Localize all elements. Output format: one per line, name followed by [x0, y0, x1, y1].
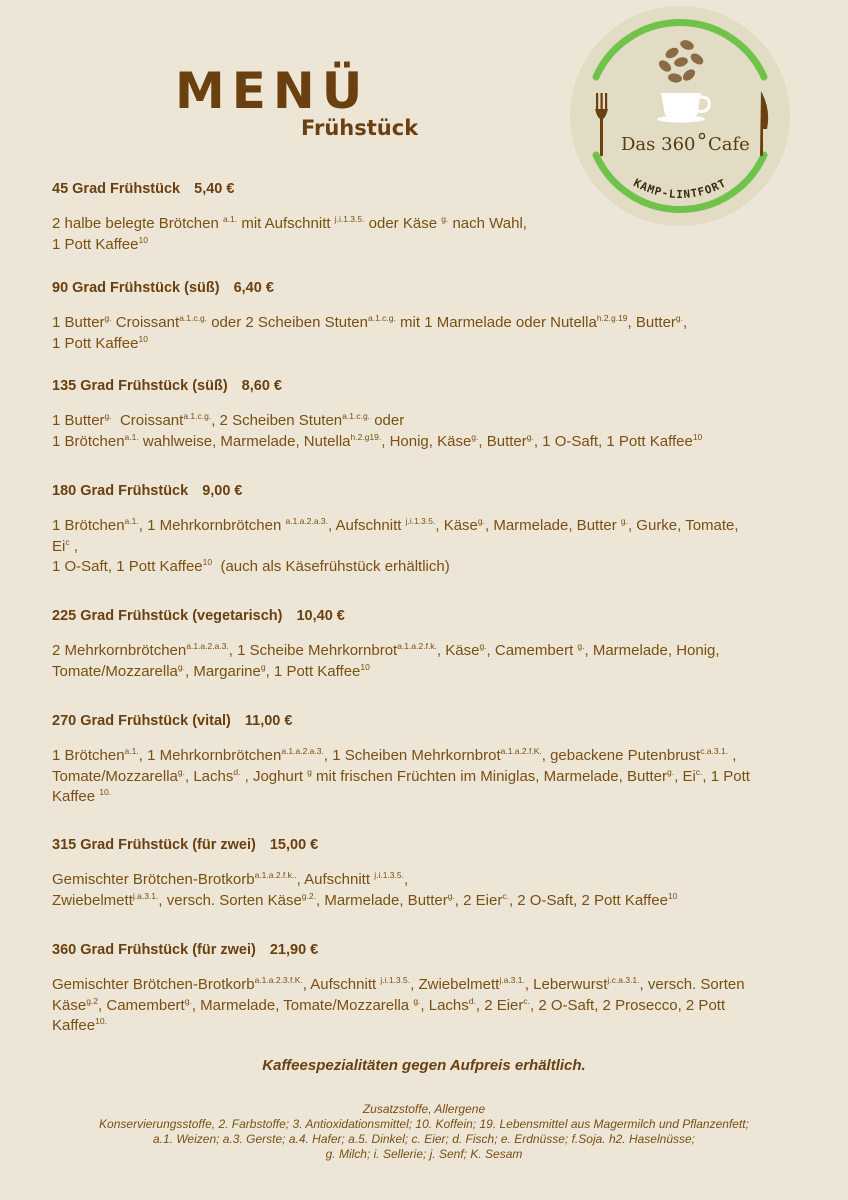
allergen-code: 10 — [360, 661, 370, 672]
item-description — [52, 411, 812, 452]
item-name: 90 Grad Frühstück (süß) — [52, 280, 220, 296]
allergen-code: g. — [667, 766, 675, 777]
menu-item — [52, 482, 812, 578]
description-line — [52, 214, 812, 235]
allergen-code: a.1.a.2.f.k. — [397, 641, 437, 651]
allergen-code: a.1. — [124, 431, 139, 442]
item-price: 21,90 € — [269, 942, 319, 958]
item-heading — [52, 836, 812, 854]
description-line — [52, 235, 812, 256]
allergen-code: g — [307, 766, 312, 777]
item-name: 360 Grad Frühstück (für zwei) — [52, 942, 256, 958]
description-text: , — [69, 537, 78, 555]
menu-subtitle: Frühstück — [301, 116, 419, 140]
description-text: , Camembert — [486, 642, 578, 659]
allergen-code: d. — [233, 766, 241, 777]
allergen-code: g. — [526, 431, 534, 442]
description-text: , Camembert — [98, 996, 185, 1014]
item-description — [52, 214, 812, 255]
allergen-code: 10. — [99, 787, 112, 797]
menu-item — [52, 941, 812, 1037]
description-text: , Käse — [435, 517, 478, 534]
description-line — [52, 557, 812, 578]
allergen-code: g. — [104, 411, 112, 421]
description-line — [52, 313, 812, 334]
item-heading — [52, 712, 812, 730]
description-text: , 1 Scheibe Mehrkornbrot — [228, 642, 398, 659]
allergen-code: j.i.1.3.5. — [405, 516, 436, 526]
description-text: , Käse — [436, 642, 480, 659]
allergen-code: h.2.g19. — [350, 431, 382, 442]
allergen-code: g — [260, 661, 266, 672]
allergen-code: a.1.a.2.a.3. — [186, 641, 229, 651]
allergen-code: a.1.c.g. — [179, 313, 208, 323]
description-line — [52, 537, 812, 558]
menu-item — [52, 836, 812, 911]
allergen-code: j.i.1.3.5. — [374, 870, 404, 880]
item-heading — [52, 607, 812, 625]
description-text: 1 Pott Kaffee — [52, 334, 139, 352]
item-price: 8,60 € — [241, 378, 282, 394]
menu-item — [52, 180, 812, 255]
allergen-code: g. — [177, 766, 185, 777]
allergen-code: j.a.3.1. — [499, 975, 525, 985]
allergen-code: 10 — [138, 234, 148, 245]
description-text: 1 Brötchen — [52, 517, 125, 534]
description-line — [52, 746, 812, 767]
description-line — [52, 1016, 812, 1037]
description-text: , 2 Eier — [454, 891, 503, 909]
description-text: , Aufschnitt — [302, 976, 381, 993]
allergen-code: a.1.a.2.3.f.K. — [254, 975, 303, 985]
allergen-code: a.1.a.2.a.3. — [281, 746, 324, 756]
allergen-code: 10 — [667, 890, 678, 901]
allergen-code: 10 — [692, 431, 703, 442]
description-text: Gemischter Brötchen-Brotkorb — [52, 871, 255, 888]
description-text: mit Aufschnitt — [237, 215, 335, 232]
description-text: , — [683, 314, 688, 331]
item-heading — [52, 180, 812, 198]
description-text: 1 Pott Kaffee — [52, 235, 139, 253]
description-text: oder 2 Scheiben Stuten — [207, 314, 368, 331]
allergens-line: a.1. Weizen; a.3. Gerste; a.4. Hafer; a.5. Dinkel; c. Eier; d. Fisch; e. Erdnüsse; f.Soja. h2. Haselnüsse; — [152, 1132, 696, 1146]
description-text: , Marmelade, Butter — [315, 891, 448, 909]
description-text: nach Wahl, — [448, 215, 527, 232]
description-text: , 1 Pott Kaffee — [265, 662, 361, 680]
menu-title: MENÜ — [175, 62, 370, 120]
description-text: , — [403, 871, 409, 888]
description-text: , Butter — [627, 314, 676, 331]
description-text: 1 Brötchen — [52, 432, 125, 450]
allergen-code: a.1.c.g. — [342, 411, 371, 421]
allergen-code: c. — [523, 995, 531, 1006]
menu-item — [52, 607, 812, 682]
allergen-code: a.1.a.2.f.k.. — [254, 870, 297, 880]
allergen-code: a.1. — [124, 746, 139, 756]
description-text: , Marmelade, Honig, — [584, 642, 720, 659]
item-description — [52, 975, 812, 1037]
description-text: Croissant — [111, 412, 184, 429]
logo-suffix: Cafe — [708, 134, 750, 155]
description-text: , — [728, 747, 737, 764]
allergen-code: a.1. — [222, 214, 238, 224]
allergen-code: c. — [502, 890, 509, 901]
allergen-code: c — [65, 536, 70, 547]
allergen-code: a.1.a.2.f.K. — [500, 746, 542, 756]
description-text: , Leberwurst — [524, 976, 608, 993]
description-text: mit 1 Marmelade oder Nutella — [395, 314, 597, 331]
description-text: , Lachs — [184, 767, 234, 785]
allergen-code: c.a.3.1. — [700, 746, 729, 756]
item-description — [52, 313, 812, 354]
allergen-code: a.1.c.g. — [368, 313, 396, 323]
description-text: , 2 O-Saft, 2 Pott Kaffee — [508, 891, 668, 909]
item-price: 5,40 € — [194, 181, 235, 197]
description-text: Käse — [52, 996, 87, 1014]
description-line — [52, 641, 812, 662]
description-text: 1 Butter — [52, 412, 105, 429]
description-text: , 1 Mehrkornbrötchen — [138, 747, 282, 764]
item-name: 45 Grad Frühstück — [52, 181, 181, 197]
item-name: 225 Grad Frühstück (vegetarisch) — [52, 608, 283, 624]
description-text: , Gurke, Tomate, — [627, 517, 739, 534]
footer-note: Kaffeespezialitäten gegen Aufpreis erhältlich. — [262, 1057, 586, 1074]
item-description — [52, 641, 812, 682]
description-text: Ei — [52, 537, 66, 555]
logo-name: Das 360 — [621, 134, 696, 155]
description-text: , 2 Scheiben Stuten — [211, 412, 343, 429]
allergen-code: g. — [104, 313, 112, 323]
allergen-code: d. — [468, 995, 476, 1006]
description-text: Kaffee — [52, 788, 100, 805]
description-text: 2 Mehrkornbrötchen — [52, 642, 187, 659]
description-text: , Joghurt — [240, 767, 308, 785]
description-text: , Butter — [478, 432, 527, 450]
description-line — [52, 334, 812, 355]
description-text: (auch als Käsefrühstück erhältlich) — [212, 558, 450, 575]
item-description — [52, 870, 812, 911]
description-text: , versch. Sorten Käse — [158, 891, 302, 909]
allergen-code: g. — [675, 313, 683, 323]
allergen-code: 10 — [202, 557, 213, 567]
allergen-code: a.1.a.2.a.3. — [285, 516, 329, 526]
description-line — [52, 975, 812, 996]
description-line — [52, 662, 812, 683]
allergen-code: j.a.3.1. — [132, 890, 159, 901]
item-heading — [52, 279, 812, 297]
item-price: 15,00 € — [269, 837, 319, 853]
description-text: , 2 Eier — [475, 996, 524, 1014]
description-text: , Marmelade, Butter — [484, 517, 621, 534]
description-text: , Zwiebelmett — [410, 976, 500, 993]
allergen-code: g. — [413, 995, 421, 1006]
allergen-code: g. — [471, 431, 479, 442]
item-heading — [52, 941, 812, 959]
description-text: , 1 Mehrkornbrötchen — [138, 517, 286, 534]
allergen-code: g. — [577, 641, 585, 651]
description-text: mit frischen Früchten im Miniglas, Marmelade, Butter — [311, 767, 668, 785]
allergen-code: g.2 — [86, 995, 99, 1006]
item-description — [52, 746, 812, 808]
item-name: 180 Grad Frühstück — [52, 483, 189, 499]
allergen-code: g.2. — [301, 890, 316, 901]
logo-location: KAMP-LINTFORT — [631, 176, 729, 201]
allergens-title: Zusatzstoffe, Allergene — [362, 1102, 486, 1116]
allergen-code: g. — [184, 995, 192, 1006]
description-text: , 1 Pott — [702, 767, 750, 785]
menu-item — [52, 279, 812, 354]
allergen-code: 10 — [138, 333, 148, 344]
description-text: , Aufschnitt — [296, 871, 375, 888]
allergen-code: 10. — [95, 1016, 107, 1026]
description-text: 1 O-Saft, 1 Pott Kaffee — [52, 558, 203, 575]
description-line — [52, 767, 812, 788]
description-text: Croissant — [111, 314, 180, 331]
description-text: Zwiebelmett — [52, 891, 133, 909]
description-line — [52, 996, 812, 1017]
allergen-code: g. — [479, 641, 487, 651]
description-text: 2 halbe belegte Brötchen — [52, 215, 223, 232]
menu-item — [52, 377, 812, 452]
item-price: 11,00 € — [244, 713, 293, 729]
allergen-code: c. — [695, 766, 703, 777]
item-price: 10,40 € — [296, 608, 345, 624]
item-name: 135 Grad Frühstück (süß) — [52, 378, 228, 394]
allergens-line: Konservierungsstoffe, 2. Farbstoffe; 3. Antioxidationsmittel; 10. Koffein; 19. Lebensmittel aus Magermilch und Pflanzenfett; — [99, 1117, 749, 1131]
allergens-line: g. Milch; i. Sellerie; j. Senf; K. Sesam — [325, 1147, 523, 1161]
description-text: , Honig, Käse — [381, 432, 472, 450]
allergen-code: j.c.a.3.1. — [607, 975, 640, 985]
description-line — [52, 516, 812, 537]
description-text: wahlweise, Marmelade, Nutella — [138, 432, 351, 450]
description-text: , Ei — [674, 767, 696, 785]
menu-item — [52, 712, 812, 808]
description-text: , Aufschnitt — [328, 517, 406, 534]
description-text: Kaffee — [52, 1017, 96, 1034]
description-text: , Margarine — [184, 662, 261, 680]
allergen-code: g. — [177, 661, 185, 672]
description-line — [52, 891, 812, 912]
allergen-code: a.1. — [124, 516, 139, 526]
description-text: , Lachs — [420, 996, 469, 1014]
item-price: 9,00 € — [202, 483, 243, 499]
allergen-code: a.1.c.g. — [183, 411, 212, 421]
description-line — [52, 411, 812, 432]
description-text: , gebackene Putenbrust — [541, 747, 701, 764]
item-name: 315 Grad Frühstück (für zwei) — [52, 837, 256, 853]
allergen-code: g. — [447, 890, 455, 901]
description-text: Tomate/Mozzarella — [52, 662, 178, 680]
description-text: oder — [370, 412, 405, 429]
item-description — [52, 516, 812, 578]
description-text: oder Käse — [364, 215, 442, 232]
description-line — [52, 432, 812, 453]
description-text: 1 Brötchen — [52, 747, 125, 764]
description-text: , 1 Scheiben Mehrkornbrot — [323, 747, 501, 764]
allergen-code: j.i.1.3.5. — [380, 975, 411, 985]
description-text: Tomate/Mozzarella — [52, 767, 178, 785]
description-text: 1 Butter — [52, 314, 105, 331]
allergen-code: g. — [477, 516, 485, 526]
item-price: 6,40 € — [233, 280, 274, 296]
description-line — [52, 787, 812, 808]
item-name: 270 Grad Frühstück (vital) — [52, 713, 231, 729]
description-text: , 2 O-Saft, 2 Prosecco, 2 Pott — [530, 996, 726, 1014]
allergen-code: g. — [620, 516, 628, 526]
allergen-code: h.2.g.19 — [596, 313, 628, 323]
description-text: , 1 O-Saft, 1 Pott Kaffee — [533, 432, 693, 450]
allergen-code: g. — [441, 214, 449, 224]
item-heading — [52, 377, 812, 395]
description-line — [52, 870, 812, 891]
allergens-info — [0, 1102, 848, 1162]
description-text: Gemischter Brötchen-Brotkorb — [52, 976, 255, 993]
description-text: , Marmelade, Tomate/Mozzarella — [191, 996, 414, 1014]
item-heading — [52, 482, 812, 500]
description-text: , versch. Sorten — [639, 976, 745, 993]
allergen-code: j.i.1.3.5. — [334, 214, 365, 224]
